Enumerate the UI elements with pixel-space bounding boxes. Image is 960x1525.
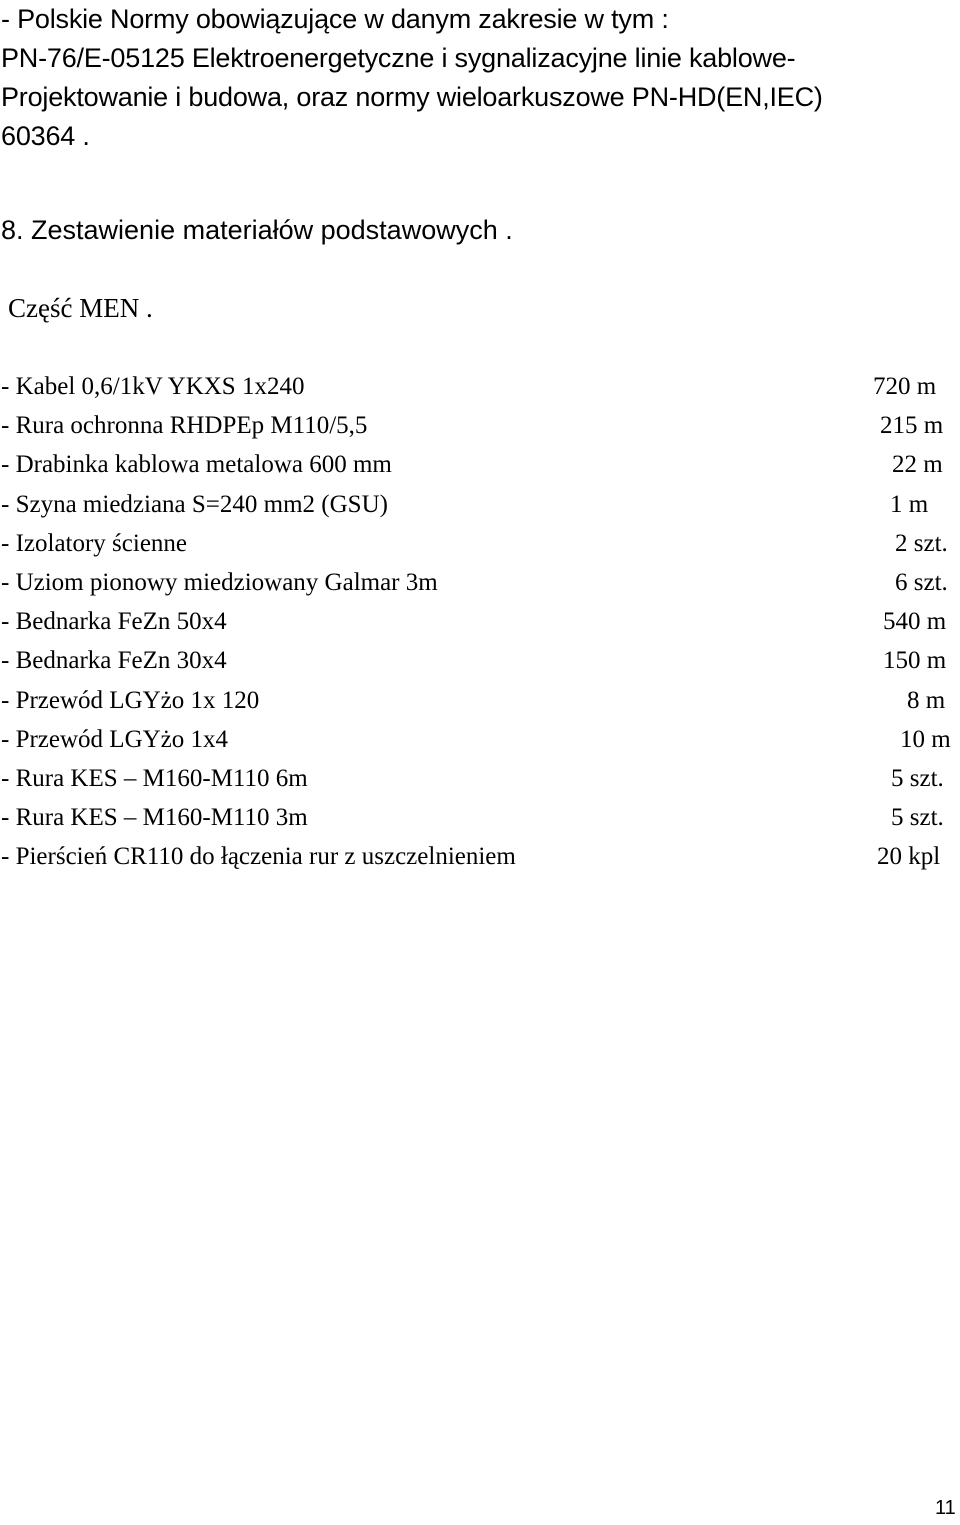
material-row <box>1 406 959 445</box>
standards-line: PN-76/E-05125 Elektroenergetyczne i sygnalizacyjne linie kablowe- <box>1 43 796 73</box>
materials-list <box>1 367 959 876</box>
material-quantity: 22 m <box>892 451 943 479</box>
material-name: - Pierścień CR110 do łączenia rur z uszczelnieniem <box>1 843 516 871</box>
standards-line: Projektowanie i budowa, oraz normy wieloarkuszowe PN-HD(EN,IEC) <box>1 82 823 112</box>
material-name: - Przewód LGYżo 1x 120 <box>1 686 260 714</box>
material-quantity: 20 kpl <box>877 843 941 871</box>
material-row <box>1 720 959 759</box>
material-row <box>1 563 959 602</box>
material-row <box>1 485 959 524</box>
material-name: - Rura ochronna RHDPEp M110/5,5 <box>1 412 368 440</box>
material-quantity: 2 szt. <box>895 529 948 557</box>
page-number: 11 <box>935 1497 956 1519</box>
material-name: - Uziom pionowy miedziowany Galmar 3m <box>1 568 438 596</box>
standards-line: 60364 . <box>1 121 90 151</box>
material-quantity: 1 m <box>890 490 929 518</box>
material-quantity: 5 szt. <box>891 764 944 792</box>
material-row <box>1 798 959 837</box>
material-name: - Bednarka FeZn 30x4 <box>1 647 227 675</box>
material-name: - Rura KES – M160-M110 3m <box>1 804 308 832</box>
material-row <box>1 602 959 641</box>
part-heading: Część MEN . <box>8 293 153 323</box>
material-row <box>1 759 959 798</box>
material-row <box>1 367 959 406</box>
material-name: - Drabinka kablowa metalowa 600 mm <box>1 451 392 479</box>
material-quantity: 8 m <box>907 686 946 714</box>
material-quantity: 150 m <box>883 647 947 675</box>
material-name: - Kabel 0,6/1kV YKXS 1x240 <box>1 373 305 400</box>
material-name: - Izolatory ścienne <box>1 529 188 557</box>
material-name: - Szyna miedziana S=240 mm2 (GSU) <box>1 490 388 518</box>
standards-line: - Polskie Normy obowiązujące w danym zakresie w tym : <box>1 4 669 34</box>
material-row <box>1 445 959 484</box>
material-quantity: 540 m <box>883 608 947 636</box>
standards-paragraph <box>1 0 951 156</box>
material-name: - Bednarka FeZn 50x4 <box>1 608 227 636</box>
material-row <box>1 524 959 563</box>
material-quantity: 10 m <box>900 725 951 753</box>
material-row <box>1 837 959 876</box>
material-quantity: 6 szt. <box>895 568 948 596</box>
material-name: - Rura KES – M160-M110 6m <box>1 764 308 792</box>
material-row <box>1 681 959 720</box>
material-quantity: 215 m <box>880 412 944 440</box>
material-quantity: 5 szt. <box>891 804 944 832</box>
material-name: - Przewód LGYżo 1x4 <box>1 725 229 753</box>
section-heading: 8. Zestawienie materiałów podstawowych . <box>1 215 513 245</box>
material-row <box>1 641 959 680</box>
material-quantity: 720 m <box>873 373 937 400</box>
